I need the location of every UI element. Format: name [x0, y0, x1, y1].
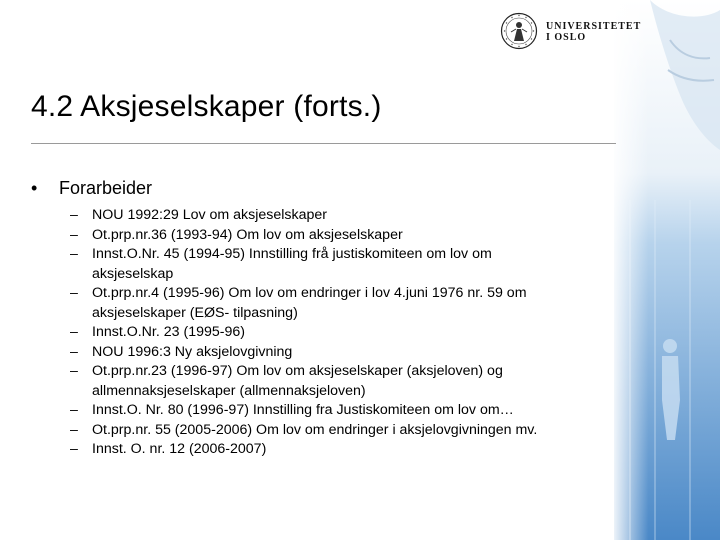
dash-marker: – [70, 421, 78, 438]
sub-bullet-item [70, 421, 620, 441]
sub-bullet-line: Innst.O.Nr. 23 (1995-96) [92, 324, 245, 340]
sub-bullet-item [70, 440, 620, 460]
sub-bullet-item [70, 245, 620, 284]
sub-bullet-item [70, 226, 620, 246]
dash-marker: – [70, 441, 78, 457]
logo-line-1: UNIVERSITETET [546, 21, 642, 32]
logo-line-2: I OSLO [546, 32, 587, 43]
dash-marker: – [70, 402, 78, 418]
sub-bullet-item [70, 362, 620, 401]
sub-bullet-line: NOU 1992:29 Lov om aksjeselskaper [92, 207, 328, 223]
sub-bullet-line: allmennaksjeselskaper (allmennaksjeloven) [92, 382, 366, 399]
sub-bullet-item [70, 284, 620, 323]
bullet-text: Forarbeider [59, 178, 153, 198]
sub-bullet-line: Ot.prp.nr.36 (1993-94) Om lov om aksjeselskaper [92, 226, 403, 243]
sub-bullet-item [70, 206, 620, 226]
dash-marker: – [70, 343, 78, 360]
slide-title: 4.2 Aksjeselskaper (forts.) [31, 90, 382, 123]
sub-bullet-line: Innst.O. Nr. 80 (1996-97) Innstilling fra Justiskomiteen om lov om… [92, 402, 514, 418]
sculpture-icon [610, 0, 720, 540]
dash-marker: – [70, 363, 78, 379]
sub-bullet-line: Ot.prp.nr. 55 (2005-2006) Om lov om endringer i aksjelovgivningen mv. [92, 421, 538, 438]
dash-marker: – [70, 324, 78, 340]
sub-bullet-item [70, 323, 620, 343]
sub-bullet-list [70, 206, 620, 460]
sub-bullet-line: aksjeselskaper (EØS- tilpasning) [92, 304, 298, 321]
dash-marker: – [70, 226, 78, 243]
logo-text [546, 21, 641, 43]
sub-bullet-line: Ot.prp.nr.4 (1995-96) Om lov om endringer i lov 4.juni 1976 nr. 59 om [92, 285, 527, 301]
dash-marker: – [70, 246, 78, 262]
sub-bullet-line: Innst. O. nr. 12 (2006-2007) [92, 441, 267, 457]
sub-bullet-line: Ot.prp.nr.23 (1996-97) Om lov om aksjeselskaper (aksjeloven) og [92, 363, 503, 379]
university-seal-icon [500, 12, 538, 50]
dash-marker: – [70, 285, 78, 301]
bullet-forarbeider [31, 178, 152, 199]
sub-bullet-line: aksjeselskap [92, 265, 174, 282]
sub-bullet-item [70, 401, 620, 421]
sub-bullet-line: NOU 1996:3 Ny aksjelovgivning [92, 343, 293, 360]
sub-bullet-item [70, 343, 620, 363]
decorative-sculpture-strip [610, 0, 720, 540]
title-divider [31, 143, 616, 144]
university-logo [500, 12, 640, 50]
dash-marker: – [70, 207, 78, 223]
sub-bullet-line: Innst.O.Nr. 45 (1994-95) Innstilling frå justiskomiteen om lov om [92, 246, 492, 262]
bullet-marker: • [31, 178, 38, 198]
